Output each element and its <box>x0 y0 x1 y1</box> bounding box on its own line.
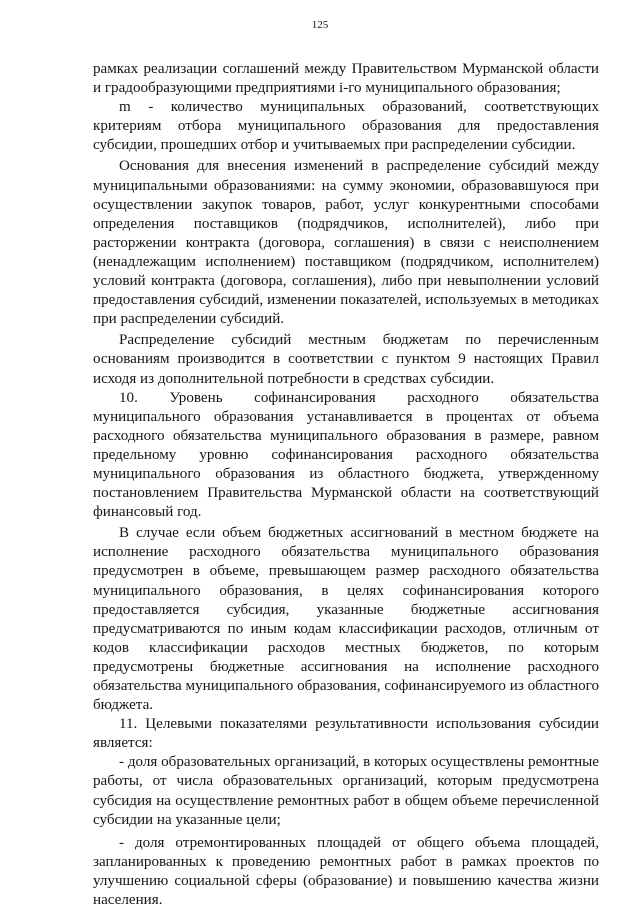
list-item-indicator-1: - доля образовательных организаций, в которых осуществлены ремонтные работы, от числа образовательных организаций, которым предусмотрена субсидия на осуществление ремонтных работ в общем объеме перечисленной субсидии на указанные цели; <box>93 754 599 828</box>
paragraph-budget-allocation: В случае если объем бюджетных ассигнований в местном бюджете на исполнение расходного обязательства муниципального образования предусмотрен в объеме, превышающем размер расходного обязательства муниципального образования, в целях софинансирования которого предоставляется субсидия, указанные бюджетные ассигнования предусматриваются по иным кодам классификации расходов, отличным от кодов классификации расходов местных бюджетов, по которым предусмотрены бюджетные ассигнования на исполнение расходного обязательства муниципального образования, софинансируемого из областного бюджета. <box>93 525 599 714</box>
document-body <box>93 60 599 910</box>
list-item-indicator-2: - доля отремонтированных площадей от общего объема площадей, запланированных к проведению ремонтных работ в рамках проектов по улучшению социальной сферы (образование) и повышению качества жизни населения. <box>93 834 599 909</box>
paragraph-item-10: 10. Уровень софинансирования расходного обязательства муниципального образования устанавливается в процентах от объема расходного обязательства муниципального образования в размере, равном предельному уровню софинансирования расходного обязательства муниципального образования из областного бюджета, утвержденному постановлением Правительства Мурманской области на соответствующий финансовый год. <box>93 389 599 521</box>
paragraph-item-11: 11. Целевыми показателями результативности использования субсидии является: <box>93 716 599 752</box>
paragraph-m-definition: m - количество муниципальных образований, соответствующих критериям отбора муниципального образования для предоставления субсидии, прошедших отбор и учитываемых при распределении субсидии. <box>93 99 599 154</box>
paragraph-grounds: Основания для внесения изменений в распределение субсидий между муниципальными образованиями: на сумму экономии, образовавшуюся при осуществлении закупок товаров, работ, услуг конкурентными способами определения поставщиков (подрядчиков, исполнителей), либо при расторжении контракта (договора, соглашения) в связи с неисполнением (ненадлежащим исполнением) поставщиком (подрядчиком, исполнителем) условий контракта (договора, соглашения), либо при невыполнении условий предоставления субсидий, изменении показателей, используемых в методиках при распределении субсидий. <box>93 158 599 328</box>
paragraph-redistribution: Распределение субсидий местным бюджетам по перечисленным основаниям производится в соответствии с пунктом 9 настоящих Правил исходя из дополнительной потребности в средствах субсидии. <box>93 332 599 387</box>
page-number: 125 <box>311 19 329 31</box>
paragraph-continuation: рамках реализации соглашений между Правительством Мурманской области и градообразующими предприятиями i-го муниципального образования; <box>93 61 599 97</box>
